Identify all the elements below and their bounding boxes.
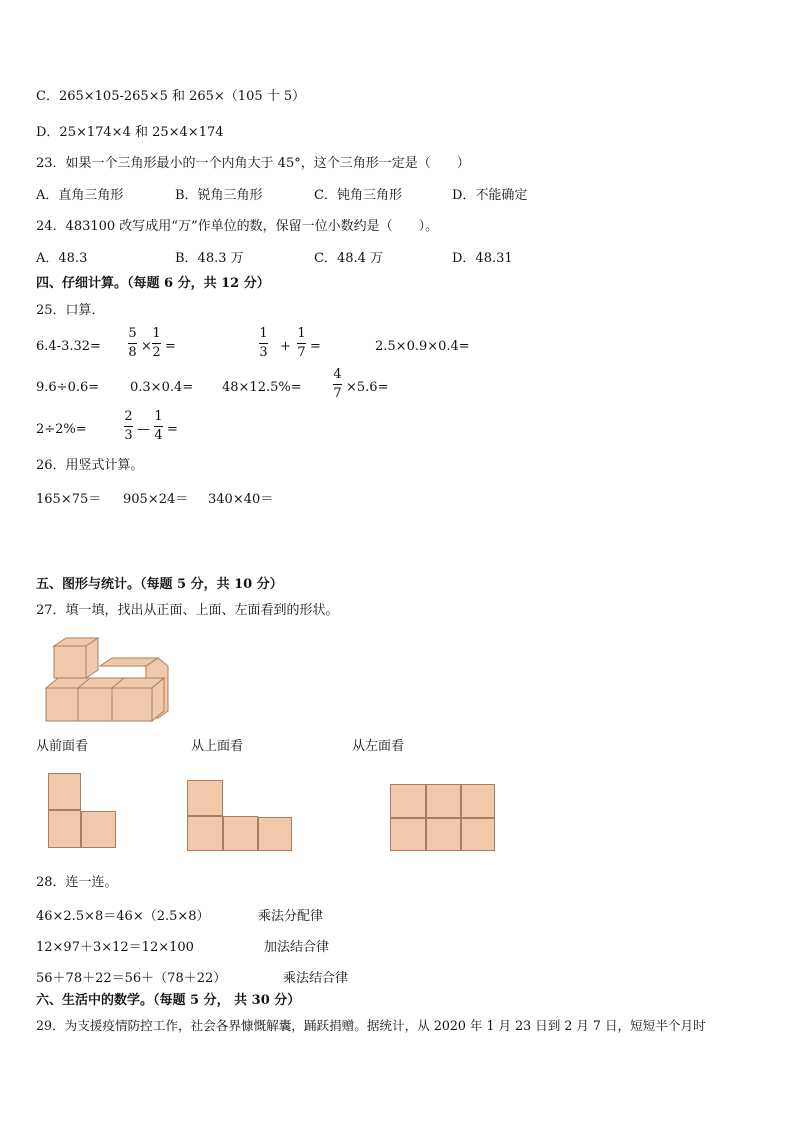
vertical-calc-905x24: 905×24＝ xyxy=(123,492,189,507)
top-view-square xyxy=(187,816,223,851)
calc-0.3-times-0.4: 0.3×0.4= xyxy=(130,380,194,395)
match-expression-1: 46×2.5×8＝46×（2.5×8） xyxy=(36,909,210,924)
q29-text: 29．为支援疫情防控工作，社会各界慷慨解囊，踊跃捐赠。据统计，从 2020 年 1 月 23 日到 2 月 7 日，短短半个月时 xyxy=(36,1018,706,1033)
front-view-square xyxy=(48,773,81,810)
q22-option-d: D．25×174×4 和 25×4×174 xyxy=(36,125,224,140)
times-5.6: ×5.6= xyxy=(346,380,389,395)
top-view-square xyxy=(223,816,258,851)
fraction-1-7: 1 7 xyxy=(297,326,306,360)
operator-minus: — xyxy=(137,422,150,437)
view-label-front: 从前面看 xyxy=(36,739,89,754)
q28-text: 28．连一连。 xyxy=(36,875,118,890)
match-expression-3: 56＋78＋22＝56＋（78＋22） xyxy=(36,971,227,986)
q27-text: 27．填一填，找出从正面、上面、左面看到的形状。 xyxy=(36,603,339,618)
match-law-3: 乘法结合律 xyxy=(283,971,349,986)
left-view-square xyxy=(426,784,461,818)
view-label-left: 从左面看 xyxy=(352,739,405,754)
fraction-1-4: 1 4 xyxy=(154,409,163,443)
bottom-cube-3 xyxy=(112,688,152,721)
front-view-square xyxy=(81,811,116,848)
q25-text: 25．口算． xyxy=(36,303,105,318)
q23-option-a: A．直角三角形 xyxy=(36,188,124,203)
calc-9.6-div-0.6: 9.6÷0.6= xyxy=(36,380,100,395)
section5-title: 五、图形与统计。（每题 5 分，共 10 分） xyxy=(36,577,283,592)
calc-6.4-minus-3.32: 6.4-3.32= xyxy=(36,339,101,354)
equals-sign: = xyxy=(310,339,321,354)
q24-option-d: D．48.31 xyxy=(452,251,513,266)
section4-title: 四、仔细计算。（每题 6 分，共 12 分） xyxy=(36,276,270,291)
q24-option-b: B．48.3 万 xyxy=(175,251,244,266)
match-law-2: 加法结合律 xyxy=(264,940,330,955)
fraction-4-7: 4 7 xyxy=(333,367,342,401)
q23-option-d: D．不能确定 xyxy=(452,188,528,203)
fraction-1-3: 1 3 xyxy=(259,326,268,360)
bottom-cube-2 xyxy=(78,688,112,721)
vertical-calc-165x75: 165×75＝ xyxy=(36,492,102,507)
equals-sign: = xyxy=(165,339,176,354)
q23-option-c: C．钝角三角形 xyxy=(314,188,402,203)
fraction-5-8: 5 8 xyxy=(128,326,137,360)
q24-option-c: C．48.4 万 xyxy=(314,251,384,266)
calc-2-div-2pct: 2÷2%= xyxy=(36,422,87,437)
bottom-row-top-face xyxy=(46,678,164,688)
section6-title: 六、生活中的数学。（每题 5 分， 共 30 分） xyxy=(36,993,301,1008)
match-expression-2: 12×97＋3×12＝12×100 xyxy=(36,940,194,955)
q23-text: 23．如果一个三角形最小的一个内角大于 45°，这个三角形一定是（ ） xyxy=(36,156,470,171)
q24-text: 24．483100 改写成用“万”作单位的数，保留一位小数约是（ ）。 xyxy=(36,219,439,234)
fraction-2-3: 2 3 xyxy=(124,409,133,443)
match-law-1: 乘法分配律 xyxy=(258,909,324,924)
view-label-top: 从上面看 xyxy=(191,739,244,754)
top-cube-front xyxy=(54,646,86,678)
calc-2.5-0.9-0.4: 2.5×0.9×0.4= xyxy=(375,339,470,354)
left-view-square xyxy=(390,818,426,851)
front-view-square xyxy=(48,810,81,848)
q26-text: 26．用竖式计算。 xyxy=(36,458,144,473)
q24-option-a: A．48.3 xyxy=(36,251,88,266)
operator-times: × xyxy=(141,339,152,354)
vertical-calc-340x40: 340×40＝ xyxy=(208,492,274,507)
operator-plus: + xyxy=(280,339,291,354)
top-view-square xyxy=(258,817,292,851)
bottom-cube-1 xyxy=(46,688,78,721)
top-view-square xyxy=(187,780,223,816)
cube-stack-figure xyxy=(40,636,175,726)
equals-sign: = xyxy=(167,422,178,437)
fraction-1-2: 1 2 xyxy=(152,326,161,360)
calc-48-times-12.5pct: 48×12.5%= xyxy=(222,380,302,395)
q22-option-c: C．265×105-265×5 和 265×（105 十 5） xyxy=(36,89,306,104)
left-view-square xyxy=(461,784,495,818)
q23-option-b: B．锐角三角形 xyxy=(175,188,263,203)
left-view-square xyxy=(426,818,461,851)
left-view-square xyxy=(390,784,426,818)
left-view-square xyxy=(461,818,495,851)
